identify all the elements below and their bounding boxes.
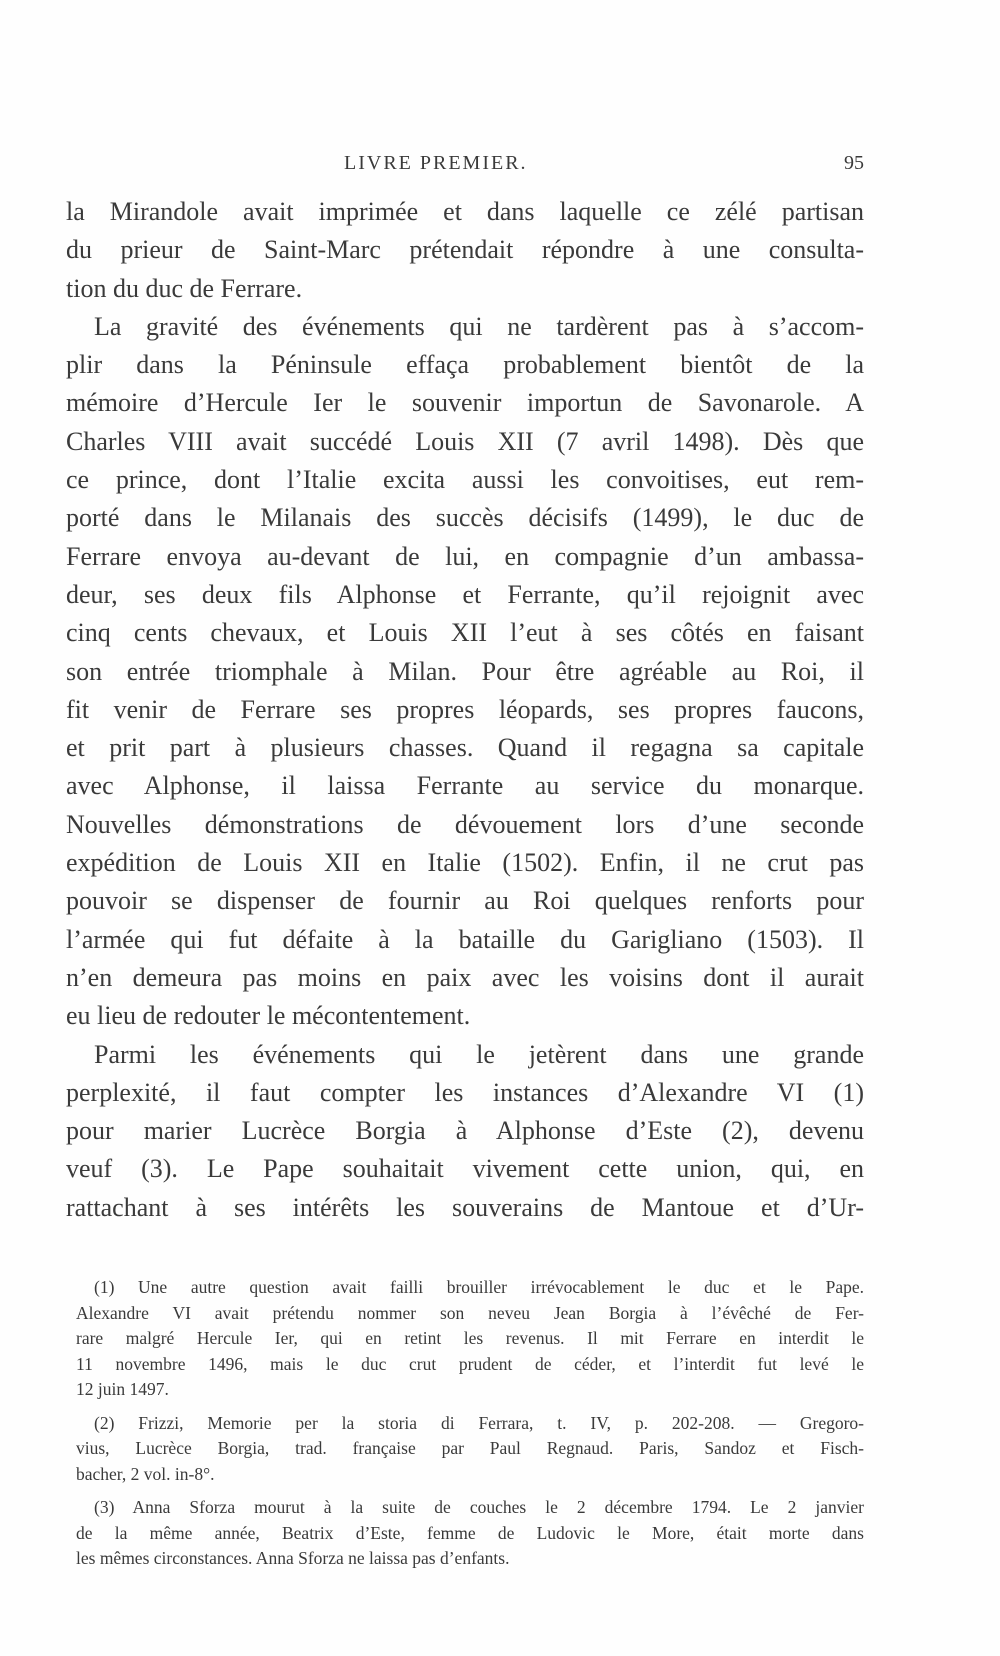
text-line: tion du duc de Ferrare. <box>66 273 303 303</box>
footnote-1-line: 12 juin 1497. <box>76 1379 169 1399</box>
text-line: La gravité des événements qui ne tardèrent pas à s’accom- <box>94 311 864 341</box>
text-line: perplexité, il faut compter les instances d’Alexandre VI (1) <box>66 1077 864 1107</box>
text-line: n’en demeura pas moins en paix avec les voisins dont il aurait <box>66 962 864 992</box>
text-line: Ferrare envoya au-devant de lui, en compagnie d’un ambassa- <box>66 541 864 571</box>
footnote-3-line: les mêmes circonstances. Anna Sforza ne laissa pas d’enfants. <box>76 1548 510 1568</box>
footnote-1-line: 11 novembre 1496, mais le duc crut prudent de céder, et l’interdit fut levé le <box>76 1353 864 1374</box>
text-line: mémoire d’Hercule Ier le souvenir importun de Savonarole. A <box>66 388 864 418</box>
main-text <box>66 193 864 1227</box>
footnote-1-line: rare malgré Hercule Ier, qui en retint les revenus. Il mit Ferrare en interdit le <box>76 1328 864 1348</box>
text-line: avec Alphonse, il laissa Ferrante au service du monarque. <box>66 771 864 801</box>
text-line: et prit part à plusieurs chasses. Quand il regagna sa capitale <box>66 733 864 763</box>
text-line: pouvoir se dispenser de fournir au Roi quelques renforts pour <box>66 886 864 916</box>
footnote-3-line: (3) Anna Sforza mourut à la suite de couches le 2 décembre 1794. Le 2 janvier <box>94 1497 864 1517</box>
text-line: fit venir de Ferrare ses propres léopards, ses propres faucons, <box>66 694 864 724</box>
text-line: rattachant à ses intérêts les souverains de Mantoue et d’Ur- <box>66 1192 864 1222</box>
text-line: ce prince, dont l’Italie excita aussi les convoitises, eut rem- <box>66 465 864 495</box>
text-line: l’armée qui fut défaite à la bataille du Garigliano (1503). Il <box>66 924 864 954</box>
text-line: porté dans le Milanais des succès décisifs (1499), le duc de <box>66 503 864 533</box>
text-line: eu lieu de redouter le mécontentement. <box>66 1001 471 1031</box>
text-line: son entrée triomphale à Milan. Pour être agréable au Roi, il <box>66 656 864 686</box>
footnote-1-line: Alexandre VI avait prétendu nommer son neveu Jean Borgia à l’évêché de Fer- <box>76 1302 864 1323</box>
footnote-spacer <box>76 1403 864 1411</box>
footnotes <box>76 1275 864 1572</box>
footnote-2-line: vius, Lucrèce Borgia, trad. française par Paul Regnaud. Paris, Sandoz et Fisch- <box>76 1438 864 1458</box>
text-line: expédition de Louis XII en Italie (1502). Enfin, il ne crut pas <box>66 848 864 878</box>
running-head <box>66 152 864 182</box>
footnote-1-line: (1) Une autre question avait failli brouiller irrévocablement le duc et le Pape. <box>94 1277 864 1297</box>
text-line: plir dans la Péninsule effaça probablement bientôt de la <box>66 350 864 380</box>
text-line: la Mirandole avait imprimée et dans laquelle ce zélé partisan <box>66 197 864 226</box>
text-line: du prieur de Saint-Marc prétendait répondre à une consulta- <box>66 235 864 265</box>
running-head-title: LIVRE PREMIER. <box>344 152 528 174</box>
text-line: veuf (3). Le Pape souhaitait vivement cette union, qui, en <box>66 1154 864 1184</box>
text-line: Parmi les événements qui le jetèrent dans une grande <box>94 1039 864 1069</box>
page-number: 95 <box>844 152 864 174</box>
footnote-2-line: (2) Frizzi, Memorie per la storia di Ferrara, t. IV, p. 202-208. — Gregoro- <box>94 1412 864 1433</box>
text-line: Charles VIII avait succédé Louis XII (7 avril 1498). Dès que <box>66 426 864 456</box>
text-line: deur, ses deux fils Alphonse et Ferrante, qu’il rejoignit avec <box>66 579 864 609</box>
text-line: cinq cents chevaux, et Louis XII l’eut à ses côtés en faisant <box>66 618 864 648</box>
text-line: Nouvelles démonstrations de dévouement lors d’une seconde <box>66 809 864 839</box>
footnote-3-line: de la même année, Beatrix d’Este, femme de Ludovic le More, était morte dans <box>76 1522 864 1543</box>
footnote-2-line: bacher, 2 vol. in-8°. <box>76 1463 215 1484</box>
text-line: pour marier Lucrèce Borgia à Alphonse d’Este (2), devenu <box>66 1116 864 1146</box>
footnote-spacer <box>76 1487 864 1495</box>
